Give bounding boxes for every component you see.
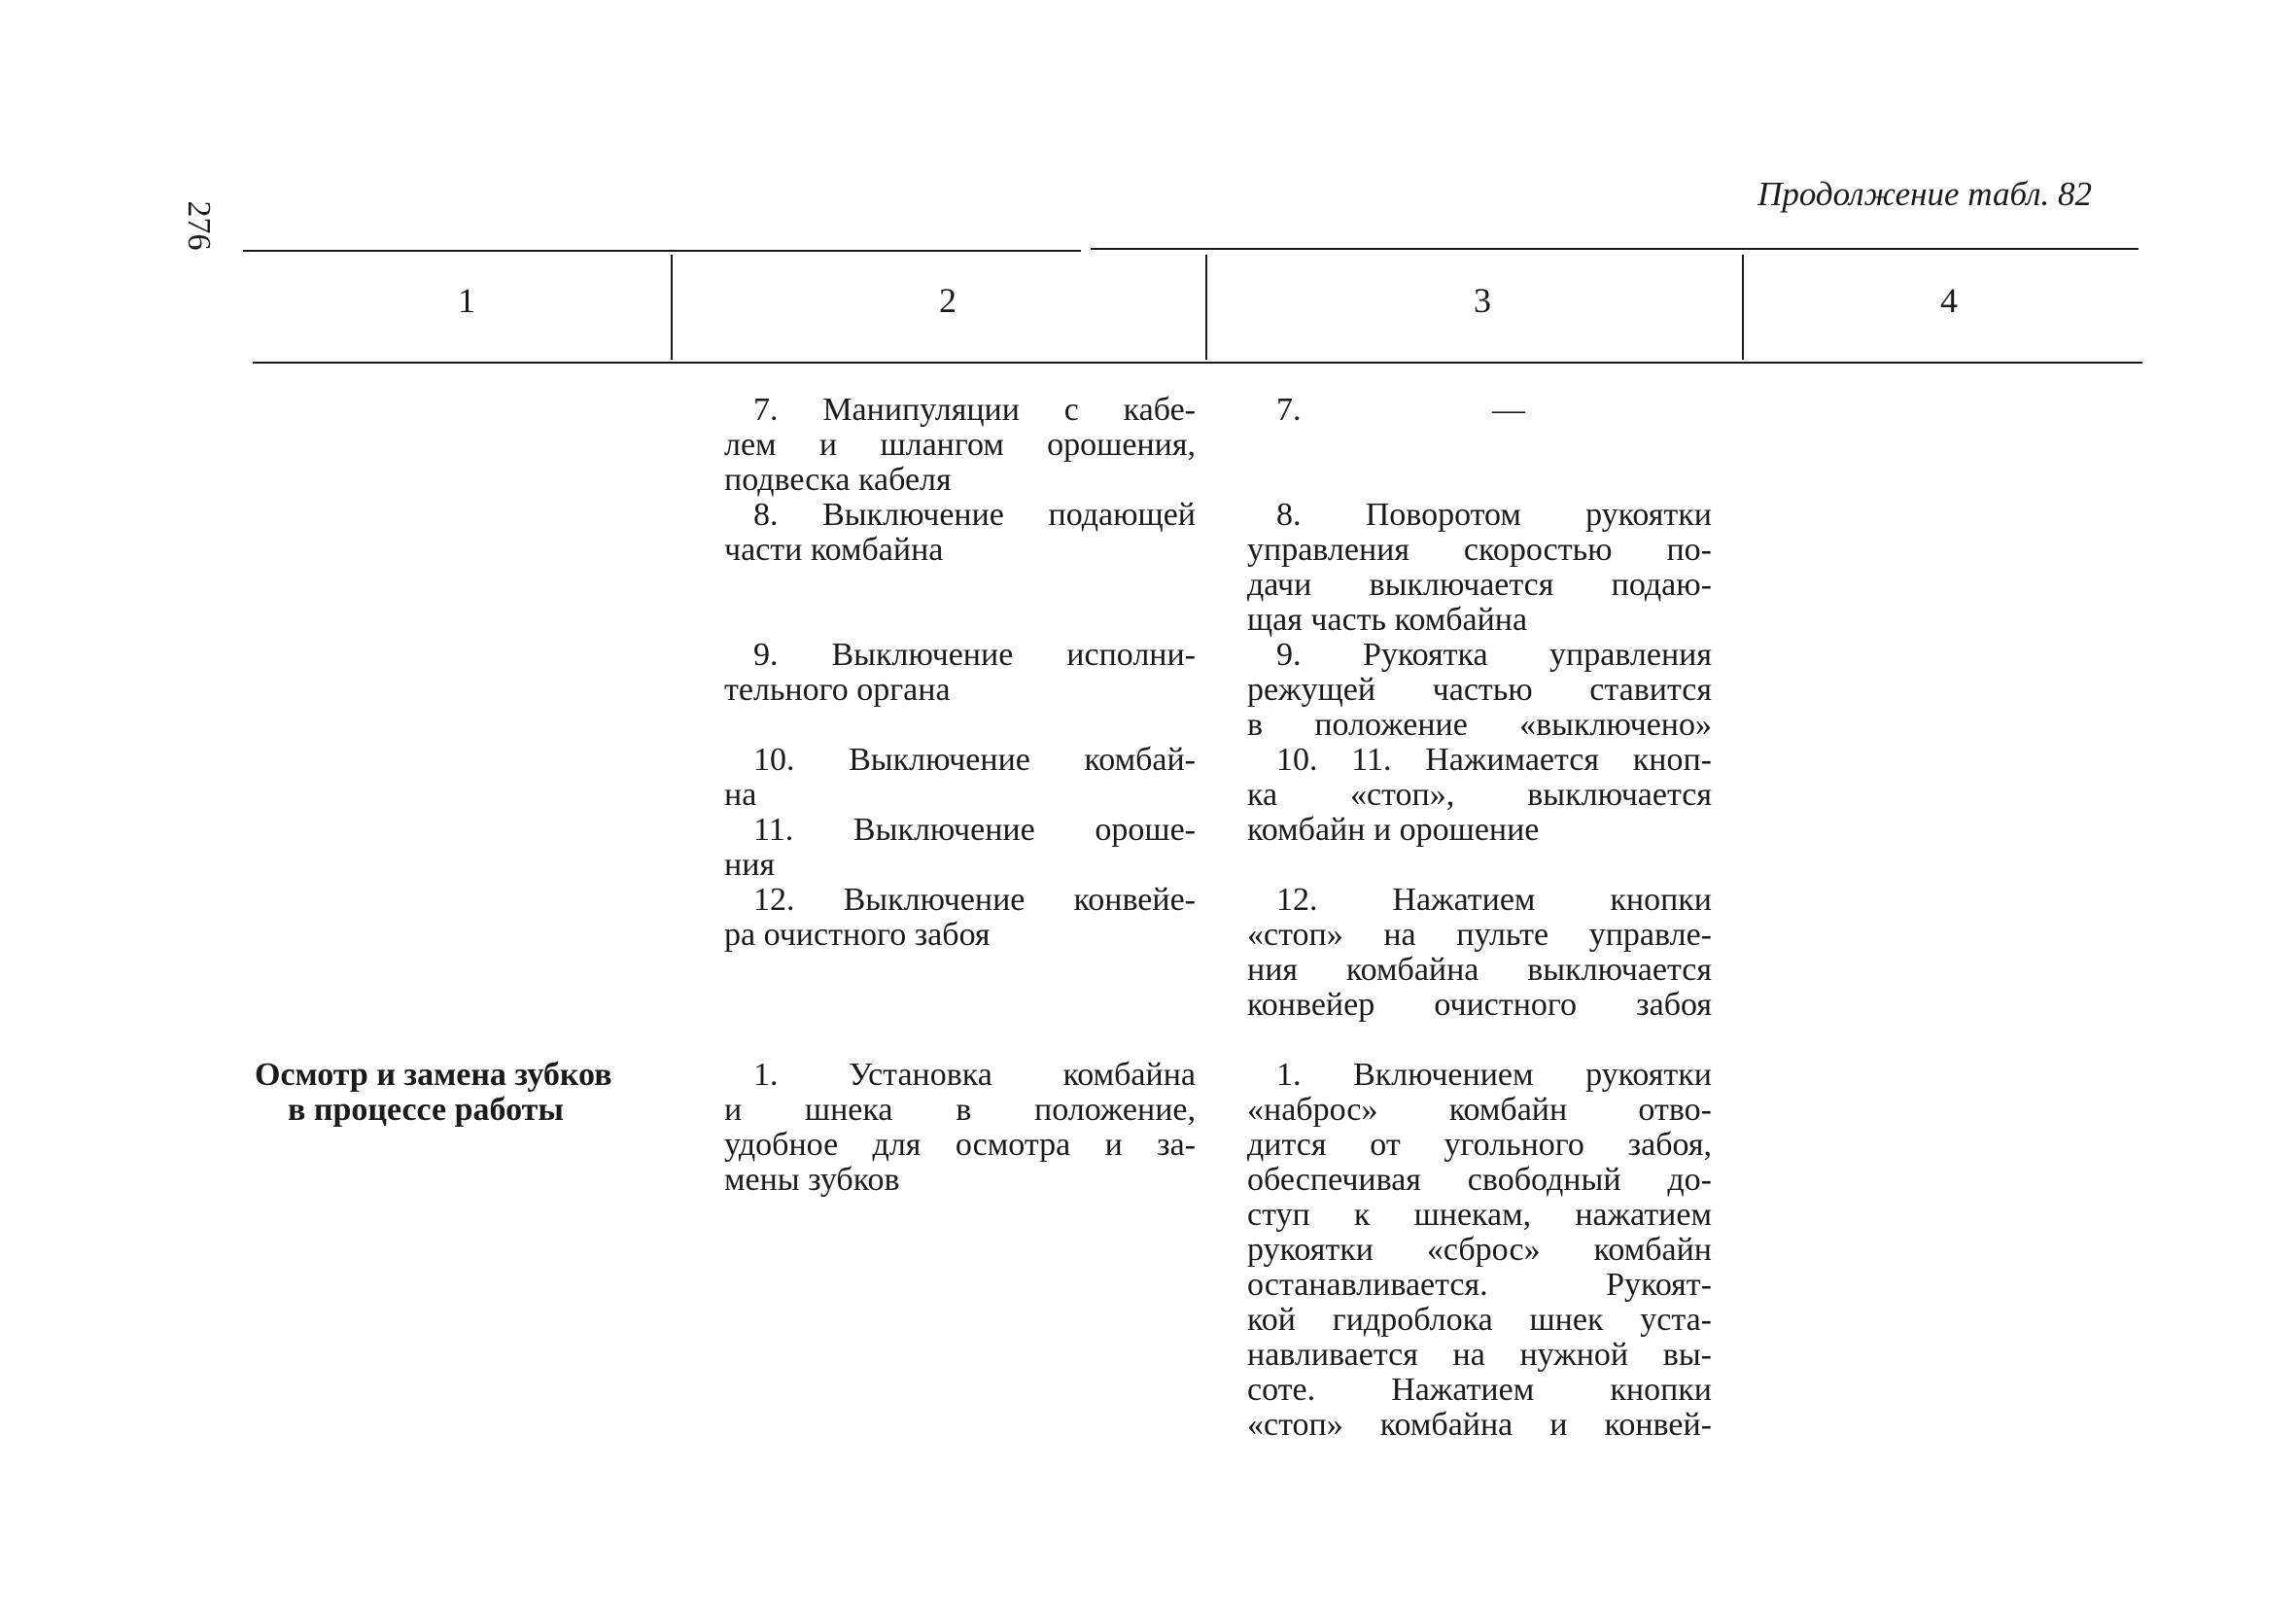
item-10-operation: 10. Выключение комбай- на xyxy=(724,742,1196,813)
item-7-operation: 7. Манипуляции с кабе- лем и шлангом орошения, подвеска кабеля xyxy=(724,392,1196,498)
item-9-operation: 9. Выключение исполни- тельного органа xyxy=(724,637,1196,708)
table-caption: Продолжение табл. 82 xyxy=(1757,175,2092,213)
table-header-bottom-rule xyxy=(253,362,2142,364)
teeth-inspection-title: Осмотр и замена зубков в процессе работы xyxy=(255,1057,612,1128)
item-7-action-dash: — xyxy=(1492,392,1525,428)
table-top-rule xyxy=(243,250,1081,252)
column-divider-2 xyxy=(1205,255,1207,360)
item-8-action: 8. Поворотом рукоятки управления скоростью по- дачи выключается подаю- щая часть комбайна xyxy=(1247,497,1712,638)
item-8-operation: 8. Выключение подающей части комбайна xyxy=(724,497,1196,568)
column-header-4: 4 xyxy=(1940,281,1958,320)
item-12-operation: 12. Выключение конвейе- ра очистного забоя xyxy=(724,882,1196,953)
column-divider-1 xyxy=(671,255,673,360)
item-12-action: 12. Нажатием кнопки «стоп» на пульте управле- ния комбайна выключается конвейер очистного забоя xyxy=(1247,882,1712,1023)
teeth-item-1-operation: 1. Установка комбайна и шнека в положение, удобное для осмотра и за- мены зубков xyxy=(724,1057,1196,1198)
item-7-action-number: 7. xyxy=(1276,392,1302,428)
column-header-2: 2 xyxy=(939,281,957,320)
column-header-1: 1 xyxy=(458,281,475,320)
table-top-rule-right xyxy=(1091,248,2139,250)
column-divider-3 xyxy=(1742,255,1744,360)
page-number: 276 xyxy=(181,200,217,251)
item-9-action: 9. Рукоятка управления режущей частью ставится в положение «выключено» xyxy=(1247,637,1712,743)
column-header-3: 3 xyxy=(1474,281,1491,320)
item-11-operation: 11. Выключение ороше- ния xyxy=(724,812,1196,883)
teeth-item-1-action: 1. Включением рукоятки «наброс» комбайн отво- дится от угольного забоя, обеспечивая свободный до- ступ к шнекам, нажатием рукоятки «сброс» комбайн останавливается. Рукоят- кой гидроблока шнек уста- навливается на нужной вы- соте. Нажатием кнопки «стоп» комбайна и конвей- xyxy=(1247,1057,1712,1443)
item-10-11-action: 10. 11. Нажимается кноп- ка «стоп», выключается комбайн и орошение xyxy=(1247,742,1712,848)
